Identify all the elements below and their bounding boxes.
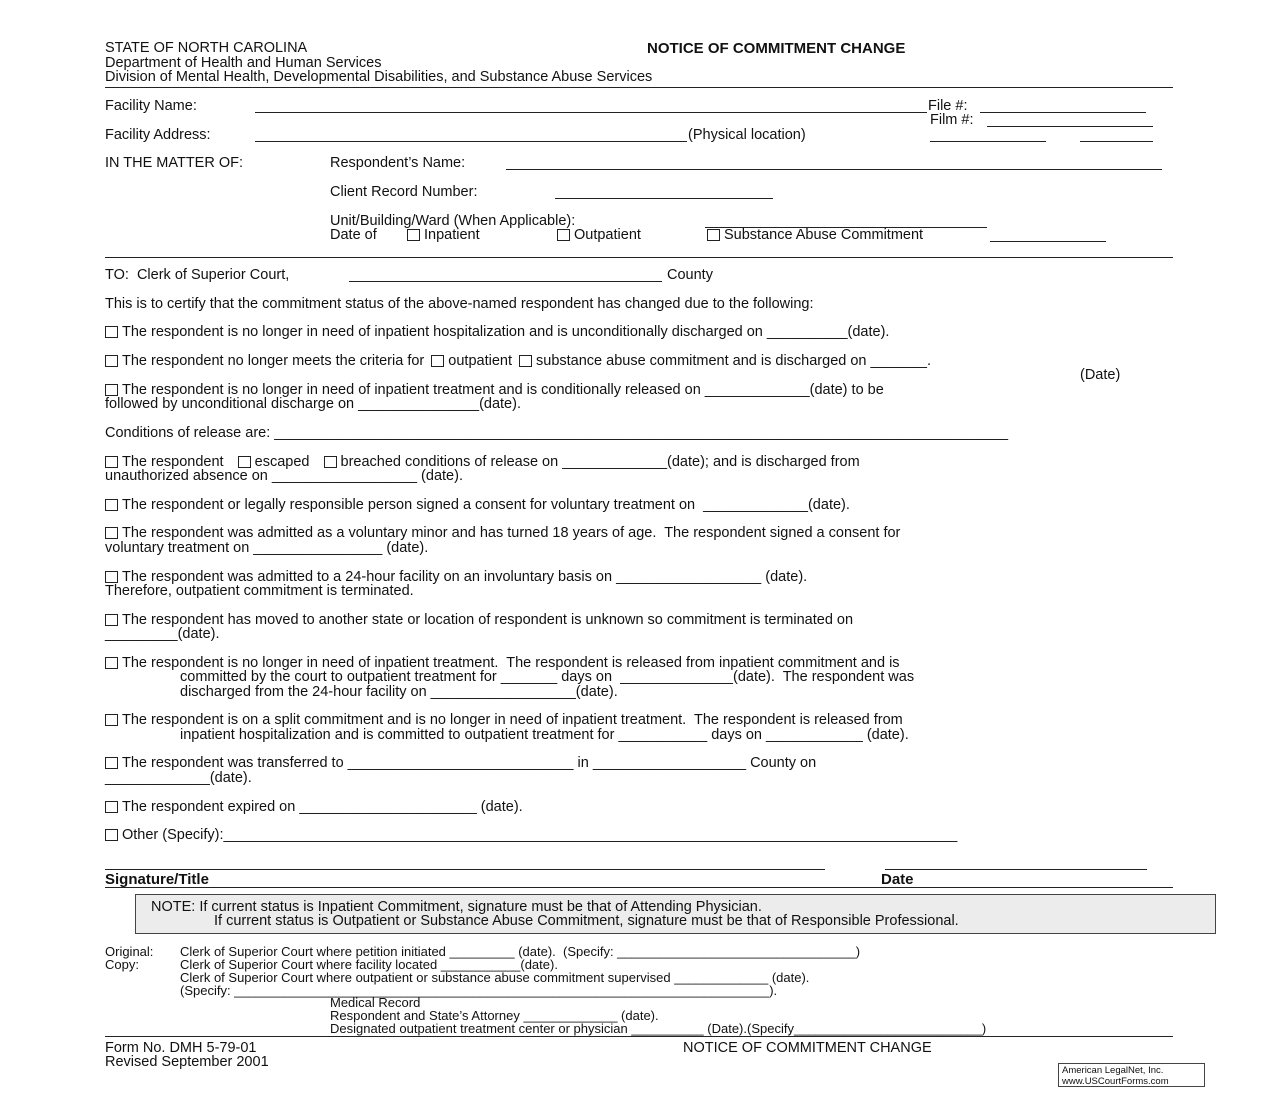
outpatient-option[interactable] xyxy=(557,228,641,243)
date-field[interactable] xyxy=(885,869,1147,870)
inpatient-option[interactable] xyxy=(407,228,480,243)
criteria-not-met-checkbox[interactable] xyxy=(105,355,118,367)
publisher-credit xyxy=(1058,1063,1205,1087)
outpatient-commitment-line2: committed by the court to outpatient treatment for _______ days on ______________(date). The respondent was xyxy=(180,669,915,685)
physical-location-label: (Physical location) xyxy=(688,127,806,143)
criteria-substance-checkbox[interactable] xyxy=(519,355,532,367)
facility-address-field[interactable] xyxy=(255,141,687,142)
respondent-name-field[interactable] xyxy=(506,169,1162,170)
option-outpatient-commitment: The respondent is no longer in need of inpatient treatment. The respondent is released from inpatient commitment and is xyxy=(105,656,900,671)
original-label: Original: xyxy=(105,944,154,959)
distribution-line-7: Designated outpatient treatment center or physician __________ (Date).(Specify__________________________) xyxy=(330,1021,987,1036)
outpatient-commitment-line3: discharged from the 24-hour facility on __________________(date). xyxy=(180,684,618,700)
option-escaped-breached: The respondent escaped breached conditions of release on _____________(date); and is discharged from xyxy=(105,455,860,470)
substance-option[interactable] xyxy=(707,228,923,243)
voluntary-minor-line2: voluntary treatment on ________________ (date). xyxy=(105,540,429,556)
publisher-url: www.USCourtForms.com xyxy=(1062,1076,1169,1087)
conditions-of-release: Conditions of release are: ___________________________________________________________________________________________ xyxy=(105,425,1009,441)
client-record-field[interactable] xyxy=(555,198,773,199)
split-commitment-checkbox[interactable] xyxy=(105,714,118,726)
header-divider xyxy=(105,87,1173,88)
unit-label: Unit/Building/Ward (When Applicable): xyxy=(330,213,576,229)
footer-divider xyxy=(105,1036,1173,1037)
distribution-line-1: Clerk of Superior Court where petition initiated _________ (date). (Specify: _________________________________) xyxy=(180,944,861,959)
escaped-breached-checkbox[interactable] xyxy=(105,456,118,468)
outpatient-label: Outpatient xyxy=(574,227,641,243)
revised-date: Revised September 2001 xyxy=(105,1054,269,1070)
outpatient-commitment-checkbox[interactable] xyxy=(105,657,118,669)
option-expired: The respondent expired on ______________________ (date). xyxy=(105,800,523,815)
expired-checkbox[interactable] xyxy=(105,801,118,813)
film-number-field[interactable] xyxy=(987,126,1153,127)
facility-name-label: Facility Name: xyxy=(105,98,197,114)
note-line-1: NOTE: If current status is Inpatient Commitment, signature must be that of Attending Physician. xyxy=(151,899,762,915)
matter-label: IN THE MATTER OF: xyxy=(105,155,244,171)
option-moved: The respondent has moved to another state or location of respondent is unknown so commitment is terminated on xyxy=(105,613,853,628)
split-commitment-line2: inpatient hospitalization and is committed to outpatient treatment for ___________ days on ____________ (date). xyxy=(180,727,909,743)
note-line-2: If current status is Outpatient or Substance Abuse Commitment, signature must be that of Responsible Professional. xyxy=(214,913,959,929)
state-name: STATE OF NORTH CAROLINA xyxy=(105,40,308,56)
moved-checkbox[interactable] xyxy=(105,614,118,626)
transferred-line2: _____________(date). xyxy=(105,770,252,786)
conditional-release-checkbox[interactable] xyxy=(105,384,118,396)
signature-divider xyxy=(105,887,1173,888)
escaped-checkbox[interactable] xyxy=(238,456,251,468)
breached-checkbox[interactable] xyxy=(324,456,337,468)
commitment-date-field[interactable] xyxy=(990,241,1106,242)
involuntary-admission-line2: Therefore, outpatient commitment is terminated. xyxy=(105,583,414,599)
criteria-outpatient-checkbox[interactable] xyxy=(431,355,444,367)
option-criteria-not-met: The respondent no longer meets the criteria for outpatient substance abuse commitment and is discharged on _______. xyxy=(105,354,931,369)
voluntary-consent-checkbox[interactable] xyxy=(105,499,118,511)
substance-label: Substance Abuse Commitment xyxy=(724,227,924,243)
signature-field[interactable] xyxy=(105,869,825,870)
matter-divider xyxy=(105,257,1173,258)
option-split-commitment: The respondent is on a split commitment and is no longer in need of inpatient treatment. The respondent is released from xyxy=(105,713,903,728)
publisher-name: American LegalNet, Inc. xyxy=(1062,1065,1164,1076)
respondent-name-label: Respondent’s Name: xyxy=(330,155,466,171)
distribution-line-4: (Specify: __________________________________________________________________________). xyxy=(180,983,778,998)
date-of-label: Date of xyxy=(330,227,377,243)
criteria-date-caption: (Date) xyxy=(1080,367,1121,383)
other-checkbox[interactable] xyxy=(105,829,118,841)
file-number-field[interactable] xyxy=(980,112,1146,113)
client-record-label: Client Record Number: xyxy=(330,184,478,200)
option-transferred: The respondent was transferred to ____________________________ in ___________________ County on xyxy=(105,756,816,771)
facility-address-label: Facility Address: xyxy=(105,127,211,143)
option-conditional-release: The respondent is no longer in need of inpatient treatment and is conditionally released on _____________(date) to be xyxy=(105,383,884,398)
address-extra-field-1[interactable] xyxy=(930,141,1046,142)
footer-title: NOTICE OF COMMITMENT CHANGE xyxy=(683,1040,932,1056)
substance-checkbox[interactable] xyxy=(707,229,720,241)
unconditional-discharge-checkbox[interactable] xyxy=(105,326,118,338)
signature-title-label: Signature/Title xyxy=(105,871,209,888)
option-voluntary-consent: The respondent or legally responsible person signed a consent for voluntary treatment on _____________(date). xyxy=(105,498,850,513)
voluntary-minor-checkbox[interactable] xyxy=(105,527,118,539)
film-number-label: Film #: xyxy=(930,112,974,128)
form-title: NOTICE OF COMMITMENT CHANGE xyxy=(647,40,906,57)
copy-label: Copy: xyxy=(105,957,139,972)
department-name: Department of Health and Human Services xyxy=(105,55,382,71)
date-label: Date xyxy=(881,871,914,888)
escaped-breached-line2: unauthorized absence on __________________ (date). xyxy=(105,468,463,484)
option-unconditional-discharge: The respondent is no longer in need of inpatient hospitalization and is unconditionally discharged on __________(date). xyxy=(105,325,889,340)
file-number-label: File #: xyxy=(928,98,968,114)
moved-line2: _________(date). xyxy=(105,626,220,642)
clerk-label: TO: Clerk of Superior Court, xyxy=(105,267,290,283)
conditional-release-line2: followed by unconditional discharge on _______________(date). xyxy=(105,396,521,412)
clerk-county-field[interactable] xyxy=(349,281,662,282)
involuntary-admission-checkbox[interactable] xyxy=(105,571,118,583)
distribution-line-3: Clerk of Superior Court where outpatient or substance abuse commitment supervised _____________ (date). xyxy=(180,970,810,985)
distribution-line-2: Clerk of Superior Court where facility located ___________(date). xyxy=(180,957,558,972)
certify-statement: This is to certify that the commitment status of the above-named respondent has changed due to the following: xyxy=(105,296,814,312)
inpatient-label: Inpatient xyxy=(424,227,480,243)
county-label: County xyxy=(667,267,713,283)
division-name: Division of Mental Health, Developmental Disabilities, and Substance Abuse Services xyxy=(105,69,653,85)
inpatient-checkbox[interactable] xyxy=(407,229,420,241)
option-involuntary-admission: The respondent was admitted to a 24-hour facility on an involuntary basis on __________________ (date). xyxy=(105,570,807,585)
distribution-line-6: Respondent and State’s Attorney _____________ (date). xyxy=(330,1008,659,1023)
facility-name-field[interactable] xyxy=(255,112,927,113)
option-voluntary-minor: The respondent was admitted as a voluntary minor and has turned 18 years of age. The respondent signed a consent for xyxy=(105,526,900,541)
outpatient-checkbox[interactable] xyxy=(557,229,570,241)
address-extra-field-2[interactable] xyxy=(1080,141,1153,142)
distribution-line-5: Medical Record xyxy=(330,995,421,1010)
option-other: Other (Specify):___________________________________________________________________________________________ xyxy=(105,828,957,843)
form-number: Form No. DMH 5-79-01 xyxy=(105,1040,257,1056)
transferred-checkbox[interactable] xyxy=(105,757,118,769)
